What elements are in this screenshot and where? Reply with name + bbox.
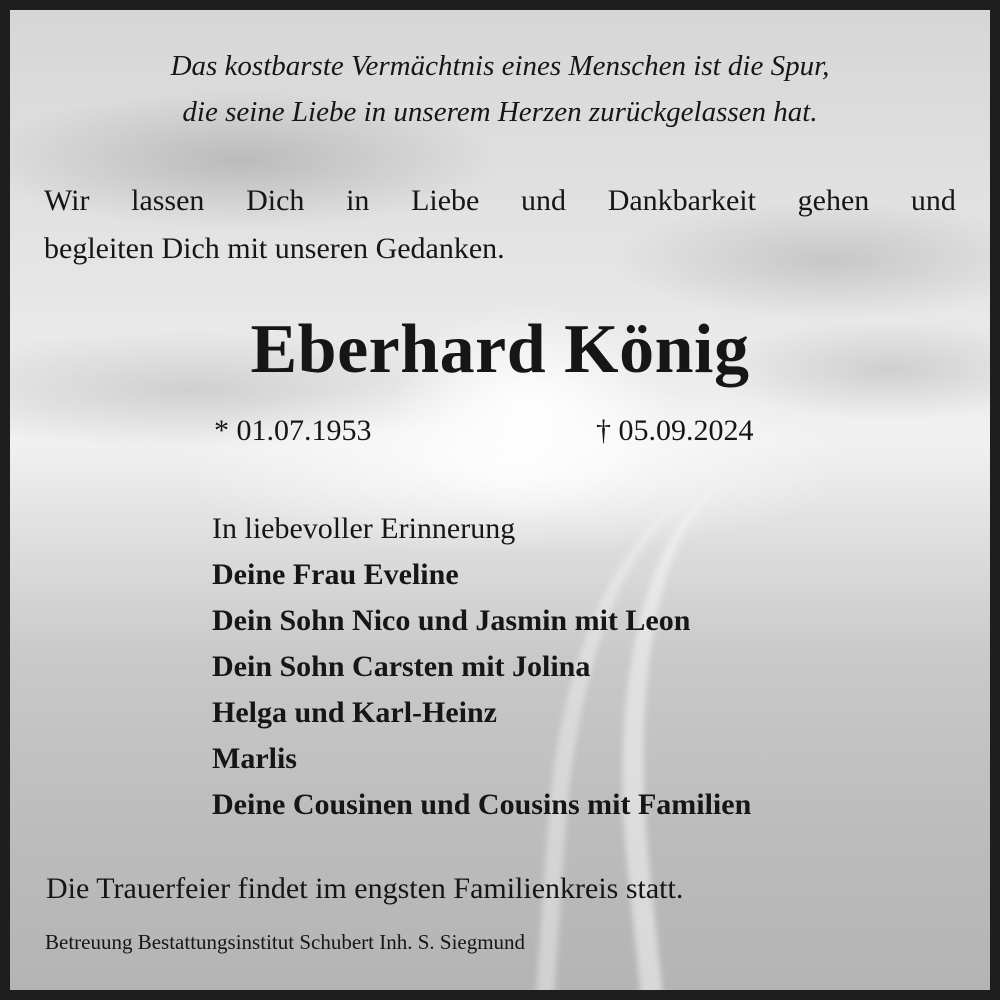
- birth-date: * 01.07.1953: [214, 414, 372, 447]
- mourner-entry: Marlis: [212, 742, 297, 775]
- mourner-entry: Deine Cousinen und Cousins mit Familien: [212, 788, 752, 821]
- farewell-word: und: [521, 184, 567, 217]
- mourner-entry: Dein Sohn Nico und Jasmin mit Leon: [212, 604, 691, 637]
- deceased-name: Eberhard König: [250, 311, 750, 388]
- farewell-line-1: [44, 184, 956, 218]
- farewell-word: gehen: [797, 184, 870, 217]
- mourners-intro: In liebevoller Erinnerung: [212, 512, 516, 545]
- mourner-entry: Deine Frau Eveline: [212, 558, 459, 591]
- farewell-word: in: [346, 184, 370, 217]
- mourner-entry: Helga und Karl-Heinz: [212, 696, 497, 729]
- death-date: † 05.09.2024: [596, 414, 754, 447]
- farewell-word: lassen: [131, 184, 205, 217]
- farewell-word: Liebe: [411, 184, 480, 217]
- mourners-list: [212, 506, 751, 828]
- farewell-line-2: begleiten Dich mit unseren Gedanken.: [44, 232, 505, 265]
- mourner-entry: Dein Sohn Carsten mit Jolina: [212, 650, 591, 683]
- quote-line-1: Das kostbarste Vermächtnis eines Menschen ist die Spur,: [170, 50, 830, 82]
- farewell-word: und: [910, 184, 956, 217]
- funeral-service-note: Die Trauerfeier findet im engsten Familienkreis statt.: [46, 872, 684, 905]
- undertaker-credit: Betreuung Bestattungsinstitut Schubert Inh. S. Siegmund: [45, 930, 526, 954]
- farewell-word: Dankbarkeit: [607, 184, 756, 217]
- quote-line-2: die seine Liebe in unserem Herzen zurückgelassen hat.: [182, 96, 818, 128]
- farewell-word: Dich: [246, 184, 305, 217]
- farewell-word: Wir: [44, 184, 90, 217]
